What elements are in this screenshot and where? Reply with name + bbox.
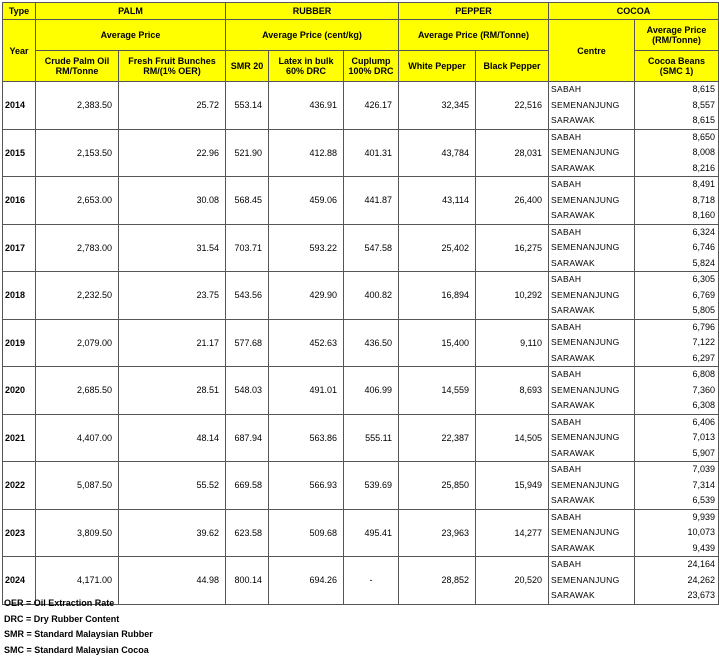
cocoa-price: 23,673 [638,588,715,604]
cocoa-price: 7,314 [638,478,715,494]
year-cell: 2014 [3,82,36,130]
cuplump-cell: 555.11 [344,414,399,462]
cuplump-cell: - [344,557,399,605]
footnote-smr: SMR = Standard Malaysian Rubber [4,627,153,643]
cocoa-price-cell [635,462,719,510]
white-pepper-cell: 28,852 [399,557,476,605]
centre-name: SEMENANJUNG [551,335,631,351]
crude-palm-oil-cell: 4,407.00 [36,414,119,462]
centre-name: SARAWAK [551,351,631,367]
centre-name: SABAH [551,130,631,146]
centre-cell [549,414,635,462]
centre-name: SARAWAK [551,541,631,557]
cuplump-cell: 401.31 [344,129,399,177]
black-pepper-cell: 14,505 [476,414,549,462]
cuplump-cell: 436.50 [344,319,399,367]
cuplump-cell: 539.69 [344,462,399,510]
centre-name: SEMENANJUNG [551,240,631,256]
white-pepper-cell: 25,850 [399,462,476,510]
footnote-smc: SMC = Standard Malaysian Cocoa [4,643,153,658]
header-cocoa-beans: Cocoa Beans (SMC 1) [635,51,719,82]
cocoa-price: 5,907 [638,446,715,462]
centre-name: SEMENANJUNG [551,288,631,304]
cocoa-price-cell [635,557,719,605]
cocoa-price: 5,805 [638,303,715,319]
cuplump-cell: 406.99 [344,367,399,415]
cocoa-price: 6,539 [638,493,715,509]
footnotes [4,596,153,658]
table-row [3,129,719,177]
centre-name: SEMENANJUNG [551,573,631,589]
header-cocoa-average-price: Average Price (RM/Tonne) [635,20,719,51]
header-year: Year [3,20,36,82]
year-cell: 2020 [3,367,36,415]
centre-cell [549,224,635,272]
cocoa-price: 24,164 [638,557,715,573]
cuplump-cell: 495.41 [344,509,399,557]
cocoa-price-cell [635,129,719,177]
fresh-fruit-bunches-cell: 28.51 [119,367,226,415]
footnote-oer: OER = Oil Extraction Rate [4,596,153,612]
centre-name: SARAWAK [551,113,631,129]
latex-cell: 593.22 [269,224,344,272]
header-black-pepper: Black Pepper [476,51,549,82]
cocoa-price: 6,297 [638,351,715,367]
centre-name: SABAH [551,415,631,431]
centre-cell [549,82,635,130]
smr20-cell: 577.68 [226,319,269,367]
white-pepper-cell: 14,559 [399,367,476,415]
cocoa-price-cell [635,509,719,557]
centre-cell [549,367,635,415]
latex-cell: 412.88 [269,129,344,177]
fresh-fruit-bunches-cell: 21.17 [119,319,226,367]
cocoa-price: 8,491 [638,177,715,193]
centre-name: SARAWAK [551,256,631,272]
centre-name: SABAH [551,272,631,288]
year-cell: 2023 [3,509,36,557]
centre-name: SEMENANJUNG [551,430,631,446]
centre-name: SARAWAK [551,303,631,319]
cocoa-price-cell [635,82,719,130]
year-cell: 2022 [3,462,36,510]
centre-name: SABAH [551,225,631,241]
centre-name: SARAWAK [551,446,631,462]
centre-cell [549,557,635,605]
latex-cell: 694.26 [269,557,344,605]
cocoa-price: 10,073 [638,525,715,541]
centre-name: SABAH [551,510,631,526]
black-pepper-cell: 10,292 [476,272,549,320]
table-row [3,367,719,415]
fresh-fruit-bunches-cell: 25.72 [119,82,226,130]
centre-name: SEMENANJUNG [551,145,631,161]
crude-palm-oil-cell: 2,232.50 [36,272,119,320]
white-pepper-cell: 23,963 [399,509,476,557]
year-cell: 2021 [3,414,36,462]
cocoa-price: 6,308 [638,398,715,414]
cocoa-price: 9,439 [638,541,715,557]
centre-name: SEMENANJUNG [551,98,631,114]
black-pepper-cell: 14,277 [476,509,549,557]
white-pepper-cell: 43,114 [399,177,476,225]
black-pepper-cell: 9,110 [476,319,549,367]
white-pepper-cell: 15,400 [399,319,476,367]
crude-palm-oil-cell: 2,783.00 [36,224,119,272]
smr20-cell: 543.56 [226,272,269,320]
black-pepper-cell: 28,031 [476,129,549,177]
centre-cell [549,319,635,367]
cocoa-price: 9,939 [638,510,715,526]
cuplump-cell: 400.82 [344,272,399,320]
year-cell: 2018 [3,272,36,320]
centre-name: SABAH [551,82,631,98]
smr20-cell: 553.14 [226,82,269,130]
latex-cell: 452.63 [269,319,344,367]
white-pepper-cell: 32,345 [399,82,476,130]
fresh-fruit-bunches-cell: 22.96 [119,129,226,177]
cuplump-cell: 441.87 [344,177,399,225]
cocoa-price: 6,406 [638,415,715,431]
centre-name: SABAH [551,557,631,573]
table-row [3,177,719,225]
header-cocoa: COCOA [549,3,719,20]
year-cell: 2024 [3,557,36,605]
black-pepper-cell: 15,949 [476,462,549,510]
fresh-fruit-bunches-cell: 30.08 [119,177,226,225]
cocoa-price: 6,324 [638,225,715,241]
fresh-fruit-bunches-cell: 31.54 [119,224,226,272]
centre-name: SABAH [551,320,631,336]
header-pepper: PEPPER [399,3,549,20]
year-cell: 2019 [3,319,36,367]
crude-palm-oil-cell: 2,383.50 [36,82,119,130]
black-pepper-cell: 16,275 [476,224,549,272]
table-row [3,82,719,130]
centre-name: SEMENANJUNG [551,193,631,209]
cuplump-cell: 426.17 [344,82,399,130]
commodity-price-table [2,2,719,605]
header-fresh-fruit-bunches: Fresh Fruit Bunches RM/(1% OER) [119,51,226,82]
centre-name: SARAWAK [551,208,631,224]
centre-name: SARAWAK [551,493,631,509]
white-pepper-cell: 16,894 [399,272,476,320]
header-cuplump: Cuplump 100% DRC [344,51,399,82]
cocoa-price: 5,824 [638,256,715,272]
centre-name: SEMENANJUNG [551,383,631,399]
centre-name: SARAWAK [551,588,631,604]
cocoa-price: 7,122 [638,335,715,351]
cocoa-price: 8,650 [638,130,715,146]
table-row [3,224,719,272]
table-row [3,272,719,320]
latex-cell: 566.93 [269,462,344,510]
cocoa-price-cell [635,224,719,272]
header-rubber: RUBBER [226,3,399,20]
centre-name: SARAWAK [551,161,631,177]
latex-cell: 459.06 [269,177,344,225]
cocoa-price-cell [635,367,719,415]
header-palm: PALM [36,3,226,20]
smr20-cell: 548.03 [226,367,269,415]
crude-palm-oil-cell: 2,153.50 [36,129,119,177]
centre-name: SEMENANJUNG [551,525,631,541]
header-pepper-average-price: Average Price (RM/Tonne) [399,20,549,51]
fresh-fruit-bunches-cell: 44.98 [119,557,226,605]
crude-palm-oil-cell: 2,079.00 [36,319,119,367]
crude-palm-oil-cell: 4,171.00 [36,557,119,605]
centre-name: SABAH [551,367,631,383]
centre-name: SEMENANJUNG [551,478,631,494]
cocoa-price: 6,305 [638,272,715,288]
black-pepper-cell: 8,693 [476,367,549,415]
smr20-cell: 800.14 [226,557,269,605]
crude-palm-oil-cell: 2,653.00 [36,177,119,225]
cocoa-price: 7,360 [638,383,715,399]
smr20-cell: 669.58 [226,462,269,510]
cocoa-price: 7,013 [638,430,715,446]
cocoa-price-cell [635,177,719,225]
fresh-fruit-bunches-cell: 55.52 [119,462,226,510]
smr20-cell: 568.45 [226,177,269,225]
centre-name: SARAWAK [551,398,631,414]
cocoa-price: 8,160 [638,208,715,224]
header-rubber-average-price: Average Price (cent/kg) [226,20,399,51]
white-pepper-cell: 22,387 [399,414,476,462]
header-latex: Latex in bulk 60% DRC [269,51,344,82]
header-palm-average-price: Average Price [36,20,226,51]
crude-palm-oil-cell: 5,087.50 [36,462,119,510]
table-row [3,509,719,557]
latex-cell: 509.68 [269,509,344,557]
latex-cell: 436.91 [269,82,344,130]
crude-palm-oil-cell: 3,809.50 [36,509,119,557]
header-white-pepper: White Pepper [399,51,476,82]
cocoa-price: 24,262 [638,573,715,589]
crude-palm-oil-cell: 2,685.50 [36,367,119,415]
header-type: Type [3,3,36,20]
smr20-cell: 623.58 [226,509,269,557]
centre-cell [549,509,635,557]
white-pepper-cell: 25,402 [399,224,476,272]
cocoa-price: 6,808 [638,367,715,383]
cocoa-price: 6,746 [638,240,715,256]
cocoa-price-cell [635,319,719,367]
centre-cell [549,462,635,510]
cocoa-price: 8,008 [638,145,715,161]
header-centre: Centre [549,20,635,82]
centre-cell [549,177,635,225]
cocoa-price: 8,615 [638,82,715,98]
cocoa-price: 8,615 [638,113,715,129]
table-row [3,462,719,510]
smr20-cell: 703.71 [226,224,269,272]
cocoa-price: 8,718 [638,193,715,209]
header-crude-palm-oil: Crude Palm Oil RM/Tonne [36,51,119,82]
table-row [3,319,719,367]
cocoa-price: 6,796 [638,320,715,336]
centre-name: SABAH [551,462,631,478]
fresh-fruit-bunches-cell: 48.14 [119,414,226,462]
latex-cell: 563.86 [269,414,344,462]
black-pepper-cell: 20,520 [476,557,549,605]
latex-cell: 429.90 [269,272,344,320]
smr20-cell: 521.90 [226,129,269,177]
fresh-fruit-bunches-cell: 39.62 [119,509,226,557]
cocoa-price: 8,216 [638,161,715,177]
year-cell: 2016 [3,177,36,225]
header-smr20: SMR 20 [226,51,269,82]
cocoa-price-cell [635,272,719,320]
cocoa-price: 8,557 [638,98,715,114]
centre-cell [549,272,635,320]
black-pepper-cell: 22,516 [476,82,549,130]
year-cell: 2015 [3,129,36,177]
cocoa-price: 6,769 [638,288,715,304]
latex-cell: 491.01 [269,367,344,415]
footnote-drc: DRC = Dry Rubber Content [4,612,153,628]
centre-name: SABAH [551,177,631,193]
black-pepper-cell: 26,400 [476,177,549,225]
cocoa-price: 7,039 [638,462,715,478]
centre-cell [549,129,635,177]
year-cell: 2017 [3,224,36,272]
smr20-cell: 687.94 [226,414,269,462]
white-pepper-cell: 43,784 [399,129,476,177]
table-row [3,414,719,462]
fresh-fruit-bunches-cell: 23.75 [119,272,226,320]
cuplump-cell: 547.58 [344,224,399,272]
cocoa-price-cell [635,414,719,462]
